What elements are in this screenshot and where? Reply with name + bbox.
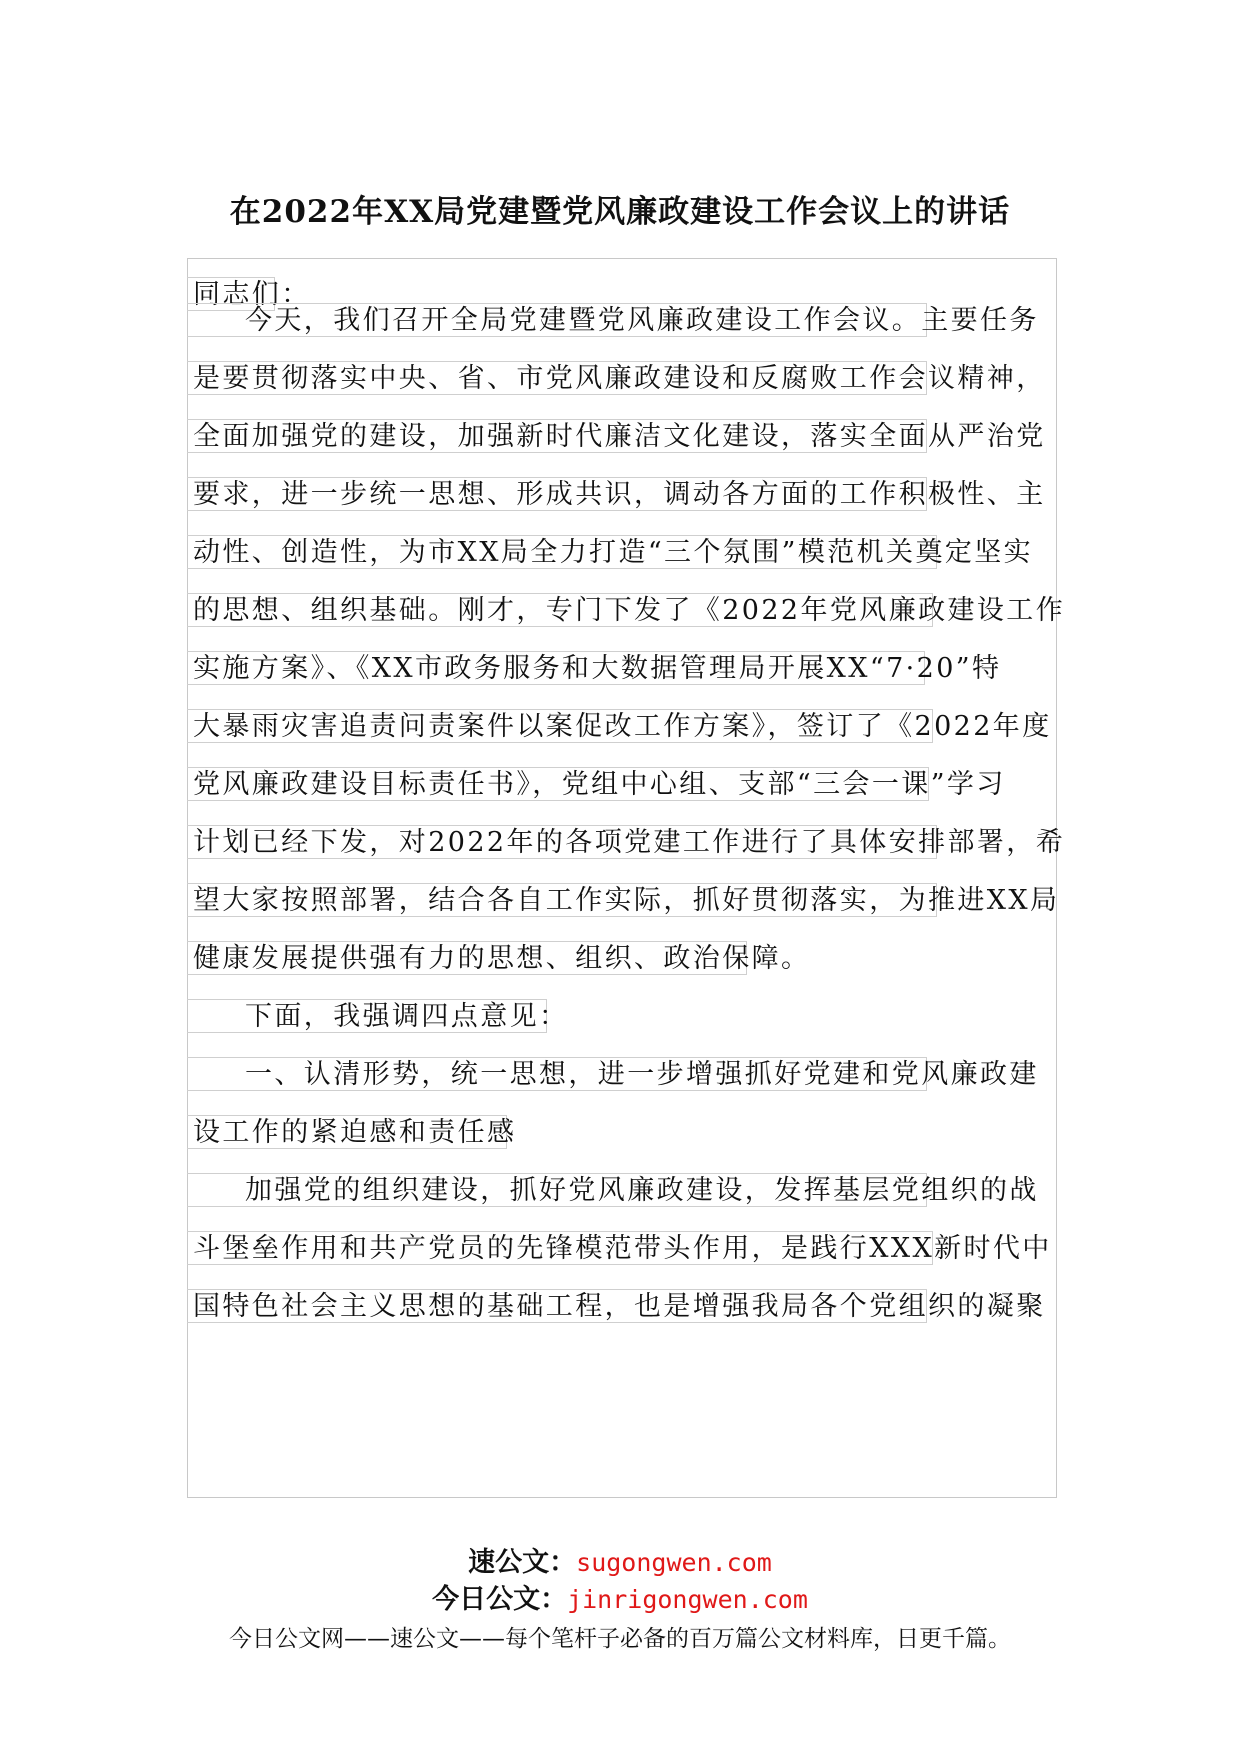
paragraph-line: 计划已经下发，对2022年的各项党建工作进行了具体安排部署，希 bbox=[187, 825, 937, 859]
paragraph-line: 斗堡垒作用和共产党员的先锋模范带头作用，是践行XXX新时代中 bbox=[187, 1231, 933, 1265]
paragraph-line: 要求，进一步统一思想、形成共识，调动各方面的工作积极性、主 bbox=[187, 477, 927, 511]
footer-slogan: 今日公文网——速公文——每个笔杆子必备的百万篇公文材料库，日更千篇。 bbox=[229, 1626, 1011, 1652]
section-heading-line: 一、认清形势，统一思想，进一步增强抓好党建和党风廉政建 bbox=[187, 1057, 927, 1091]
footer-sugongwen-label: 速公文： bbox=[468, 1547, 577, 1578]
paragraph-line: 望大家按照部署，结合各自工作实际，抓好贯彻落实，为推进XX局 bbox=[187, 883, 937, 917]
footer-jinrigongwen-label: 今日公文： bbox=[432, 1584, 568, 1615]
paragraph-line: 动性、创造性，为市XX局全力打造“三个氛围”模范机关奠定坚实 bbox=[187, 535, 937, 569]
document-title: 在2022年XX局党建暨党风廉政建设工作会议上的讲话 bbox=[229, 194, 1011, 230]
paragraph-line: 的思想、组织基础。刚才，专门下发了《2022年党风廉政建设工作 bbox=[187, 593, 933, 627]
paragraph-line: 是要贯彻落实中央、省、市党风廉政建设和反腐败工作会议精神， bbox=[187, 361, 927, 395]
salutation-line: 同志们： bbox=[187, 277, 275, 311]
paragraph-line: 全面加强党的建设，加强新时代廉洁文化建设，落实全面从严治党 bbox=[187, 419, 927, 453]
sugongwen-link[interactable]: sugongwen.com bbox=[576, 1548, 772, 1577]
footer-sugongwen bbox=[0, 1546, 1240, 1580]
jinrigongwen-link[interactable]: jinrigongwen.com bbox=[567, 1585, 808, 1614]
paragraph-line: 大暴雨灾害追责问责案件以案促改工作方案》，签订了《2022年度 bbox=[187, 709, 933, 743]
paragraph-line: 实施方案》、《XX市政务服务和大数据管理局开展XX“7·20”特 bbox=[187, 651, 925, 685]
footer-jinrigongwen bbox=[0, 1583, 1240, 1617]
section-heading-line: 设工作的紧迫感和责任感 bbox=[187, 1115, 507, 1149]
paragraph-line: 今天，我们召开全局党建暨党风廉政建设工作会议。主要任务 bbox=[187, 303, 927, 337]
paragraph-line: 健康发展提供强有力的思想、组织、政治保障。 bbox=[187, 941, 747, 975]
paragraph-line: 党风廉政建设目标责任书》，党组中心组、支部“三会一课”学习 bbox=[187, 767, 929, 801]
paragraph-line: 下面，我强调四点意见： bbox=[187, 999, 547, 1033]
paragraph-line: 加强党的组织建设，抓好党风廉政建设，发挥基层党组织的战 bbox=[187, 1173, 927, 1207]
paragraph-line: 国特色社会主义思想的基础工程，也是增强我局各个党组织的凝聚 bbox=[187, 1289, 927, 1323]
